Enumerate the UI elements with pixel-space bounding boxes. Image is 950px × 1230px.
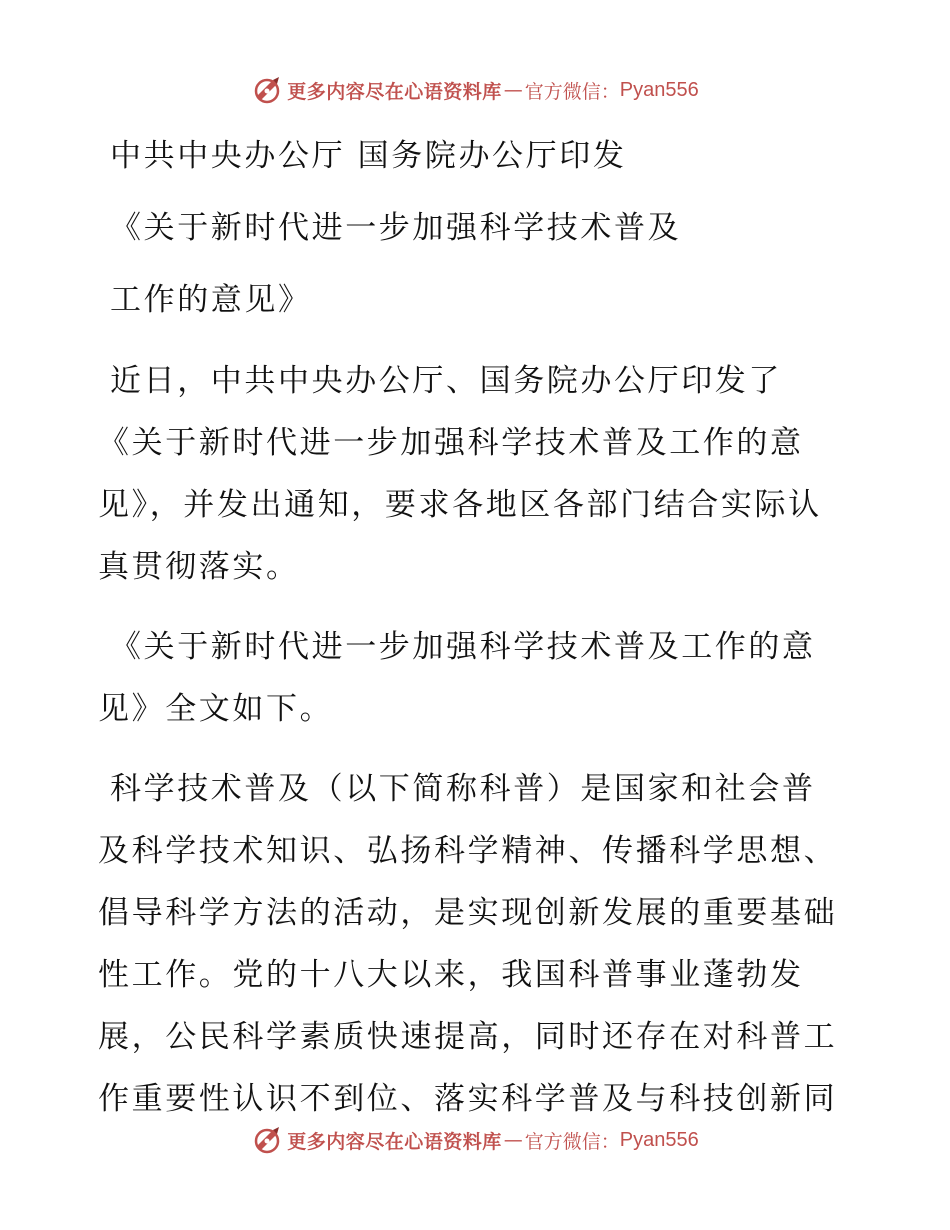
paragraph-line: 倡导科学方法的活动，是实现创新发展的重要基础 (98, 895, 838, 931)
banner-wechat-account: Pyan556 (619, 78, 699, 101)
footer-banner (0, 1120, 950, 1160)
paragraph-fulltext (98, 616, 858, 740)
paragraph-line: 真贯彻落实。 (98, 549, 300, 585)
paragraph-intro (98, 350, 858, 598)
pen-nib-logo-icon (251, 1124, 283, 1156)
banner-dash: — (503, 79, 523, 101)
paragraph-line: 见》全文如下。 (98, 691, 334, 727)
banner-library-text: 更多内容尽在心语资料库 (287, 1130, 502, 1153)
title-line-3: 工作的意见》 (110, 282, 312, 318)
title-line-2: 《关于新时代进一步加强科学技术普及 (110, 210, 682, 246)
paragraph-line: 作重要性认识不到位、落实科学普及与科技创新同 (98, 1081, 838, 1117)
banner-dash: — (503, 1129, 523, 1151)
paragraph-line: 性工作。党的十八大以来，我国科普事业蓬勃发 (98, 957, 804, 993)
paragraph-line: 展，公民科学素质快速提高，同时还存在对科普工 (98, 1019, 838, 1055)
title-line-1: 中共中央办公厅 国务院办公厅印发 (110, 138, 627, 174)
paragraph-line: 近日，中共中央办公厅、国务院办公厅印发了 (110, 363, 782, 399)
banner-library-text: 更多内容尽在心语资料库 (287, 80, 502, 103)
banner-wechat-label: 官方微信： (524, 80, 620, 103)
banner-wechat-label: 官方微信： (524, 1130, 620, 1153)
paragraph-line: 《关于新时代进一步加强科学技术普及工作的意 (110, 629, 816, 665)
paragraph-line: 科学技术普及（以下简称科普）是国家和社会普 (110, 771, 816, 807)
paragraph-line: 见》，并发出通知，要求各地区各部门结合实际认 (98, 487, 822, 523)
pen-nib-logo-icon (251, 74, 283, 106)
paragraph-body (98, 758, 858, 1130)
banner-wechat-account: Pyan556 (619, 1128, 699, 1151)
paragraph-line: 《关于新时代进一步加强科学技术普及工作的意 (98, 425, 804, 461)
document-body (98, 120, 858, 1148)
paragraph-line: 及科学技术知识、弘扬科学精神、传播科学思想、 (98, 833, 838, 869)
header-banner (0, 70, 950, 110)
